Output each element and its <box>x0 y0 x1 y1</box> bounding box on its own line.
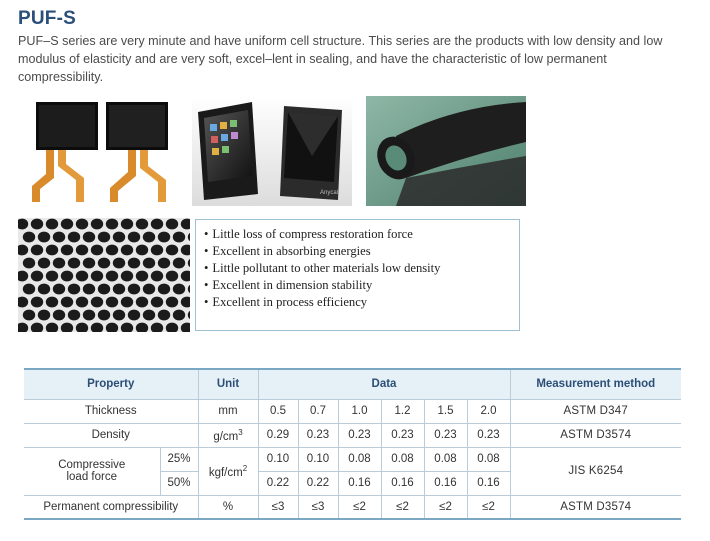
compressive-value: 0.16 <box>424 471 467 495</box>
compressive-value: 0.16 <box>381 471 424 495</box>
density-value: 0.23 <box>424 423 467 447</box>
density-unit <box>198 423 258 447</box>
header-unit: Unit <box>198 369 258 399</box>
thickness-value: 1.5 <box>424 399 467 423</box>
density-method: ASTM D3574 <box>510 423 681 447</box>
spec-table <box>24 368 681 520</box>
foam-tube-photo <box>366 96 526 206</box>
compressive-label-line2: load force <box>66 471 117 483</box>
feature-item: • Little pollutant to other materials low density <box>204 260 519 277</box>
permanent-value: ≤2 <box>467 495 510 519</box>
thickness-value: 0.7 <box>298 399 338 423</box>
compressive-label-line1: Compressive <box>58 459 126 471</box>
density-value: 0.23 <box>381 423 424 447</box>
density-value: 0.23 <box>298 423 338 447</box>
feature-item: • Little loss of compress restoration force <box>204 226 519 243</box>
density-value: 0.23 <box>467 423 510 447</box>
density-label: Density <box>24 423 198 447</box>
thickness-label: Thickness <box>24 399 198 423</box>
thickness-value: 1.0 <box>338 399 381 423</box>
compressive-unit-base: kgf/cm <box>208 466 243 479</box>
thickness-value: 2.0 <box>467 399 510 423</box>
compressive-value: 0.16 <box>338 471 381 495</box>
permanent-value: ≤2 <box>424 495 467 519</box>
compressive-label <box>24 447 160 495</box>
lcd-panel-photo <box>18 96 178 206</box>
compressive-value: 0.10 <box>298 447 338 471</box>
density-unit-base: g/cm <box>213 430 239 443</box>
permanent-value: ≤2 <box>338 495 381 519</box>
compressive-value: 0.08 <box>424 447 467 471</box>
page-title: PUF-S <box>18 8 76 29</box>
table-row-density <box>24 423 681 447</box>
compressive-unit <box>198 447 258 495</box>
compressive-value: 0.08 <box>338 447 381 471</box>
feature-box <box>195 219 520 331</box>
thickness-value: 0.5 <box>258 399 298 423</box>
feature-item: • Excellent in dimension stability <box>204 277 519 294</box>
mobile-phones-photo <box>192 96 352 206</box>
compressive-value: 0.08 <box>381 447 424 471</box>
thickness-value: 1.2 <box>381 399 424 423</box>
feature-list <box>204 226 519 311</box>
compressive-method: JIS K6254 <box>510 447 681 495</box>
table-row-compressive-25 <box>24 447 681 471</box>
table-header-row <box>24 369 681 399</box>
compressive-value: 0.08 <box>467 447 510 471</box>
header-data: Data <box>258 369 510 399</box>
feature-item: • Excellent in absorbing energies <box>204 243 519 260</box>
header-property: Property <box>24 369 198 399</box>
permanent-value: ≤2 <box>381 495 424 519</box>
density-unit-exp: 3 <box>238 427 243 437</box>
density-value: 0.23 <box>338 423 381 447</box>
compressive-unit-exp: 2 <box>242 463 248 473</box>
compressive-value: 0.10 <box>258 447 298 471</box>
permanent-value: ≤3 <box>298 495 338 519</box>
feature-item: • Excellent in process efficiency <box>204 294 519 311</box>
foam-dots-photo <box>18 218 190 332</box>
compressive-value: 0.16 <box>467 471 510 495</box>
permanent-method: ASTM D3574 <box>510 495 681 519</box>
compressive-value: 0.22 <box>258 471 298 495</box>
thickness-unit: mm <box>198 399 258 423</box>
compressive-value: 0.22 <box>298 471 338 495</box>
header-method: Measurement method <box>510 369 681 399</box>
table-row-thickness <box>24 399 681 423</box>
permanent-value: ≤3 <box>258 495 298 519</box>
compressive-pct: 25% <box>160 447 198 471</box>
permanent-label: Permanent compressibility <box>24 495 198 519</box>
density-value: 0.29 <box>258 423 298 447</box>
phone-brand-text: Anycall <box>320 190 340 196</box>
permanent-unit: % <box>198 495 258 519</box>
thickness-method: ASTM D347 <box>510 399 681 423</box>
intro-paragraph: PUF–S series are very minute and have uniform cell structure. This series are the products with low density and low modulus of elasticity and are very soft, excel–lent in sealing, and have the characteristic of low permanent compressibility. <box>18 34 663 84</box>
table-row-permanent <box>24 495 681 519</box>
compressive-pct: 50% <box>160 471 198 495</box>
